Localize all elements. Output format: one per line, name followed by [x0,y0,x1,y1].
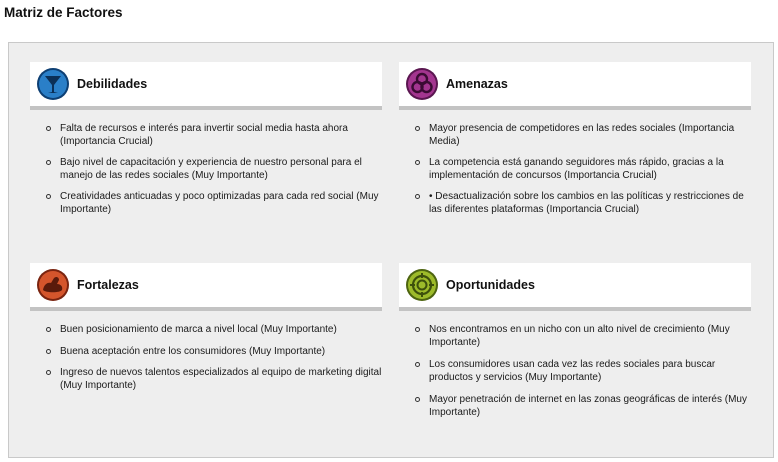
quadrant-title: Debilidades [77,77,148,91]
list-item: Mayor presencia de competidores en las redes sociales (Importancia Media) [414,123,751,148]
biohazard-icon [405,67,439,101]
list-item: Falta de recursos e interés para invertir social media hasta ahora (Importancia Crucial) [45,123,382,148]
list-item: Mayor penetración de internet en las zonas geográficas de interés (Muy Importante) [414,394,751,419]
list-item: La competencia está ganando seguidores más rápido, gracias a la implementación de concursos (Importancia Crucial) [414,157,751,182]
quadrant-header [30,263,382,311]
cocktail-glass-icon [36,67,70,101]
quadrant-amenazas [399,62,751,225]
list-item: Nos encontramos en un nicho con un alto nivel de crecimiento (Muy Importante) [414,324,751,349]
list-item: Creatividades anticuadas y poco optimizadas para cada red social (Muy Importante) [45,191,382,216]
page-title: Matriz de Factores [4,5,123,20]
quadrant-header [399,62,751,110]
quadrant-title: Oportunidades [446,278,535,292]
factor-list [399,324,751,419]
quadrant-debilidades [30,62,382,225]
factor-list [30,324,382,392]
list-item: Bajo nivel de capacitación y experiencia de nuestro personal para el manejo de las redes sociales (Muy Importante) [45,157,382,182]
factor-list [30,123,382,216]
list-item: • Desactualización sobre los cambios en las políticas y restricciones de las diferentes plataformas (Importancia Crucial) [414,191,751,216]
list-item: Los consumidores usan cada vez las redes sociales para buscar productos y servicios (Muy Importante) [414,359,751,384]
list-item: Ingreso de nuevos talentos especializados al equipo de marketing digital (Muy Importante) [45,367,382,392]
quadrant-header [30,62,382,110]
quadrant-oportunidades [399,263,751,429]
quadrant-fortalezas [30,263,382,401]
target-icon [405,268,439,302]
factor-list [399,123,751,216]
list-item: Buen posicionamiento de marca a nivel local (Muy Importante) [45,324,382,337]
list-item: Buena aceptación entre los consumidores (Muy Importante) [45,346,382,359]
flexed-arm-icon [36,268,70,302]
quadrant-header [399,263,751,311]
quadrant-title: Amenazas [446,77,508,91]
quadrant-title: Fortalezas [77,278,139,292]
